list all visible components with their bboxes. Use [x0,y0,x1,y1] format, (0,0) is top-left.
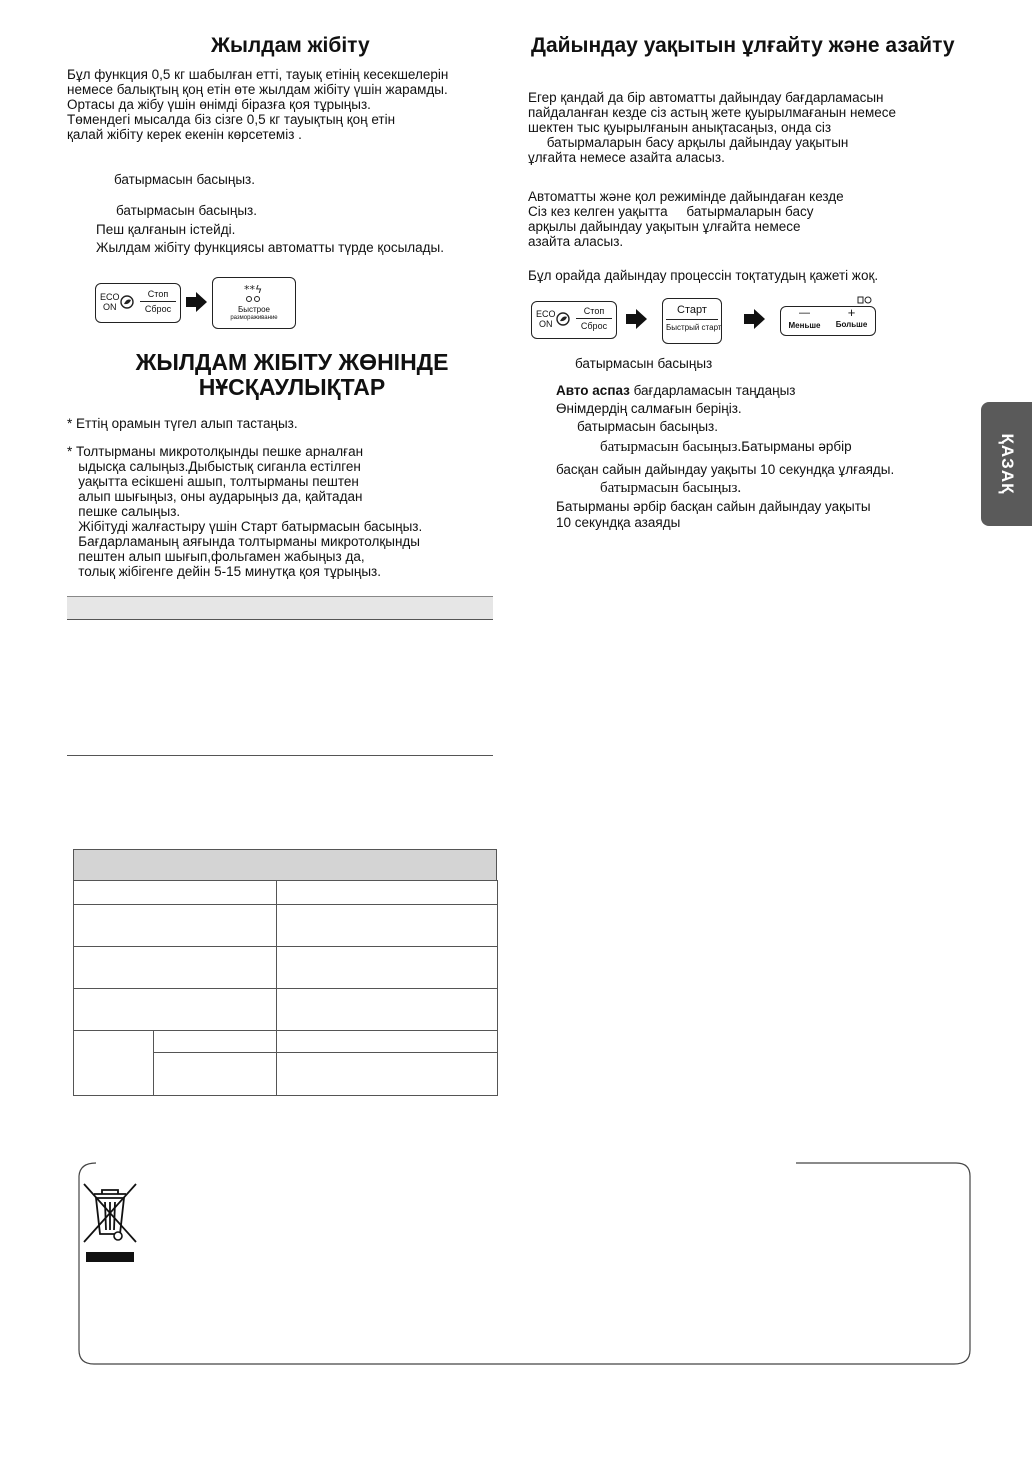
table-cell [74,905,277,947]
para-line: арқылы дайындау уақытын ұлғайта немесе [528,219,801,234]
note-line: алып шығыңыз, оны аударыңыз да, қайтадан [67,489,363,504]
table-cell [277,905,498,947]
reset-label: Сброс [144,304,172,314]
quick-start-label: Быстрый старт [666,323,722,332]
empty-table [73,880,498,1096]
defrost-step-2: батырмасын басыңыз. [116,203,257,218]
defrost-step-4: Жылдам жібіту функциясы автоматты түрде қосылады. [96,240,445,255]
less-button[interactable] [781,308,828,331]
step-5-part-c: Батырманы әрбір [741,439,852,454]
note-line: Бағдарламаның аяғында толтырманы микротолқынды [67,534,420,549]
weight-scale-icon [856,295,872,305]
eco-top-text: ECO [536,309,556,319]
adjust-step-8: Батырманы әрбір басқан сайын дайындау уақыты [556,499,871,514]
note-line: толық жібігенге дейін 5-15 минутқа қоя тұрыңыз. [67,564,381,579]
step-5-part-b: сыңыз. [696,439,742,455]
adjust-step-6: басқан сайын дайындау уақыты 10 секундқа ұлғаяды. [556,462,895,477]
reset-label: Сброс [580,321,608,331]
start-button[interactable] [662,298,722,344]
defrost-label-1: Быстрое [237,305,270,314]
para-line: Егер қандай да бір автоматты дайындау бағдарламасын [528,90,884,105]
time-adjust-para-1 [528,90,896,165]
note-2 [67,444,422,579]
auto-chef-rest: бағдарламасын таңдаңыз [633,383,796,398]
note-line: уақытта есікшені ашып, толтырманы пештен [67,474,359,489]
table-cell [74,881,277,905]
language-tab-label: ҚАЗАҚ [997,433,1017,495]
table-cell [154,1053,277,1096]
eco-bottom-text: ON [103,302,117,312]
less-label: Меньше [788,321,821,330]
para-line: Сіз кез келген уақытта батырмаларын басу [528,204,814,219]
arrow-right-icon [186,292,208,312]
eco-leaf-icon [556,312,570,326]
time-adjust-title: Дайындау уақытын ұлғайту және азайту [531,34,955,57]
para-line: батырмаларын басу арқылы дайындау уақытын [528,135,849,150]
more-button[interactable] [828,305,875,330]
note-line: пешке салыңыз. [67,504,181,519]
disposal-info-box [74,1160,974,1370]
time-adjust-para-2 [528,189,844,249]
note-line: ыдысқа салыңыз.Дыбыстық сиганла естілген [67,459,361,474]
step-5-part-a: батырмасын ба [600,439,697,455]
arrow-right-icon [626,309,648,329]
crossed-bin-icon [80,1180,140,1266]
adjust-step-1: батырмасын басыңыз [575,356,713,371]
intro-line: қалай жібіту керек екенін көрсетеміз . [67,127,302,142]
adjust-step-4: батырмасын басыңыз. [577,419,718,434]
intro-line: немесе балықтың қоң етін өте жылдам жібіту үшін жарамды. [67,82,448,97]
adjust-step-9: 10 секундқа азаяды [556,515,681,530]
note-line: Жібітуді жалғастыру үшін Старт батырмасын басыңыз. [67,519,423,534]
para-line: шектен тыс қуырылғанын анықтасаңыз, онда сіз [528,120,832,135]
table-title-bar [73,849,497,881]
adjust-step-3: Өнімдердің салмағын беріңіз. [556,401,742,416]
table-cell [74,989,277,1031]
plus-sign: + [847,305,856,320]
intro-line: Бұл функция 0,5 кг шабылған етті, тауық етінің кесекшелерін [67,67,449,82]
minus-sign: — [799,307,810,319]
note-line: * Толтырманы микротолқынды пешке арналған [67,444,364,459]
adjust-step-7: батырмасын басыңыз. [600,480,742,496]
table-cell [74,947,277,989]
eco-stop-reset-button[interactable] [531,301,617,339]
stop-label: Стоп [576,306,612,319]
adjust-step-2 [556,383,795,398]
svg-text:**ϟ: **ϟ [244,283,263,296]
intro-line: Төмендегі мысалда біз сізге 0,5 кг тауықтың қоң етін [67,112,396,127]
para-line: пайдаланған кезде сіз астың жете қуырылмағанын немесе [528,105,896,120]
language-tab [981,402,1032,526]
snowflake-drops-icon [242,283,268,303]
arrow-right-icon [744,309,766,329]
defrost-title: Жылдам жібіту [211,34,370,57]
heading-line-2: НҰСҚАУЛЫҚТАР [198,374,386,400]
defrost-label-2: размораживание [230,315,278,321]
note-line: пештен алып шығып,фольгамен жабыңыз да, [67,549,365,564]
table-cell [74,1031,154,1096]
para-line: Автоматты және қол режимінде дайындаған кезде [528,189,844,204]
heading-line-1: ЖЫЛДАМ ЖІБІТУ ЖӨНІНДЕ [135,349,449,375]
quick-defrost-button[interactable] [212,277,296,329]
divider [67,755,493,756]
defrost-step-1: батырмасын басыңыз. [114,172,255,187]
table-header-bar [67,596,493,620]
defrost-step-3: Пеш қалғанын істейді. [96,222,236,237]
eco-bottom-text: ON [539,319,553,329]
adjust-step-5 [600,438,852,456]
more-label: Больше [835,320,868,329]
table-cell [277,881,498,905]
start-label: Старт [666,304,718,320]
eco-top-text: ECO [100,292,120,302]
eco-leaf-icon [120,295,134,309]
note-1: * Еттің орамын түгел алып тастаңыз. [67,416,298,431]
table-cell [277,1053,498,1096]
stop-label: Стоп [140,289,176,302]
defrost-intro [67,67,448,142]
table-cell [277,947,498,989]
table-cell [277,989,498,1031]
table-cell [154,1031,277,1053]
eco-label [100,292,120,312]
intro-line: Ортасы да жібу үшін өнімді біразға қоя тұрыңыз. [67,97,371,112]
table-cell [277,1031,498,1053]
defrost-guide-heading [62,350,522,400]
eco-stop-reset-button[interactable] [95,283,181,323]
auto-chef-label: Авто аспаз [556,383,630,398]
para-line: ұлғайта немесе азайта аласыз. [528,150,725,165]
para-line: азайта аласыз. [528,234,624,249]
less-more-buttons[interactable] [780,306,876,336]
time-adjust-para-3: Бұл орайда дайындау процессін тоқтатудың қажеті жоқ. [528,268,879,283]
